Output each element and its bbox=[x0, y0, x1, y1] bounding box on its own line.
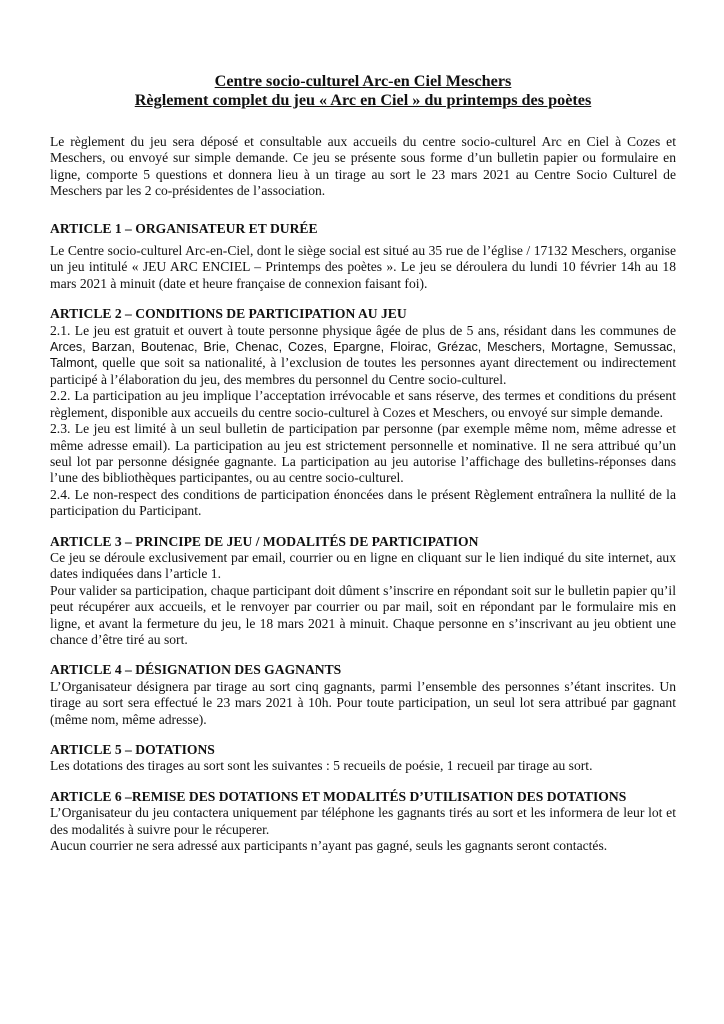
article-4 bbox=[50, 662, 676, 728]
article-2 bbox=[50, 306, 676, 519]
document-title-line-2: Règlement complet du jeu « Arc en Ciel » du printemps des poètes bbox=[134, 91, 592, 109]
intro-paragraph: Le règlement du jeu sera déposé et consultable aux accueils du centre socio-culturel Arc en Ciel à Cozes et Meschers, ou envoyé sur simple demande. Ce jeu se présente sous forme d’un bulletin papier ou formulaire en ligne, comporte 5 questions et donnera lieu à un tirage au sort le 23 mars 2021 au Centre Socio Culturel de Meschers par les 2 co-présidentes de l’association. bbox=[50, 134, 676, 199]
article-3-heading: ARTICLE 3 – PRINCIPE DE JEU / MODALITÉS DE PARTICIPATION bbox=[50, 533, 479, 549]
article-6-paragraph-1: L’Organisateur du jeu contactera uniquement par téléphone les gagnants tirés au sort et les informera de leur lot et des modalités à suivre pour le récuperer. bbox=[50, 805, 676, 837]
article-2-heading: ARTICLE 2 – CONDITIONS DE PARTICIPATION AU JEU bbox=[50, 306, 407, 322]
article-1-heading: ARTICLE 1 – ORGANISATEUR ET DURÉE bbox=[50, 220, 318, 236]
article-2-p1-end: , quelle que soit sa nationalité, à l’exclusion de toutes les personnes ayant directement ou indirectement participé à l’élaboration du jeu, des membres du personnel du Centre socio-culturel. bbox=[50, 355, 676, 387]
document-page bbox=[50, 72, 676, 854]
article-6-heading: ARTICLE 6 –REMISE DES DOTATIONS ET MODALITÉS D’UTILISATION DES DOTATIONS bbox=[50, 788, 627, 804]
article-5 bbox=[50, 742, 676, 775]
article-2-communes-list: Arces, Barzan, Boutenac, Brie, Chenac, Cozes, Epargne, Floirac, Grézac, Meschers, Mortagne, Semussac, Talmont bbox=[50, 340, 676, 371]
article-4-text: L’Organisateur désignera par tirage au sort cinq gagnants, parmi l’ensemble des personnes s’étant inscrites. Un tirage au sort sera effectué le 23 mars 2021 à 10h. Pour toute participation, un seul lot sera attribué par gagnant (même nom, même adresse). bbox=[50, 678, 676, 727]
article-2-p1-start: 2.1. Le jeu est gratuit et ouvert à toute personne physique âgée de plus de 5 ans, résidant dans les communes de bbox=[50, 322, 676, 338]
article-3 bbox=[50, 534, 676, 649]
article-2-paragraph-4: 2.4. Le non-respect des conditions de participation énoncées dans le présent Règlement entraînera la nullité de la participation du Participant. bbox=[50, 486, 676, 519]
article-4-heading: ARTICLE 4 – DÉSIGNATION DES GAGNANTS bbox=[50, 662, 342, 678]
document-title-line-1: Centre socio-culturel Arc-en Ciel Meschers bbox=[214, 72, 512, 90]
article-2-paragraph-2: 2.2. La participation au jeu implique l’acceptation irrévocable et sans réserve, des termes et conditions du présent règlement, disponible aux accueils du centre socio-culturel à Cozes et Meschers, ou envoyé sur simple demande. bbox=[50, 388, 676, 420]
article-2-paragraph-3: 2.3. Le jeu est limité à un seul bulletin de participation par personne (par exemple même nom, même adresse et même adresse email). La participation au jeu est strictement personnelle et nominative. Il ne sera attribué qu’un seul lot par personne désignée gagnante. La participation au jeu autorise l’affichage des bulletins-réponses dans l’une des bibliothèques participantes, ou au centre socio-culturel. bbox=[50, 421, 676, 486]
article-6-paragraph-2: Aucun courrier ne sera adressé aux participants n’ayant pas gagné, seuls les gagnants seront contactés. bbox=[50, 838, 608, 854]
article-1 bbox=[50, 221, 676, 293]
article-2-paragraph-1 bbox=[50, 323, 676, 389]
article-6 bbox=[50, 789, 676, 855]
article-3-paragraph-1: Ce jeu se déroule exclusivement par email, courrier ou en ligne en cliquant sur le lien indiqué du site internet, aux dates indiquées dans l’article 1. bbox=[50, 549, 676, 582]
article-5-text: Les dotations des tirages au sort sont les suivantes : 5 recueils de poésie, 1 recueil par tirage au sort. bbox=[50, 758, 593, 774]
article-5-heading: ARTICLE 5 – DOTATIONS bbox=[50, 742, 215, 757]
article-3-paragraph-2: Pour valider sa participation, chaque participant doit dûment s’inscrire en répondant soit sur le bulletin papier qu’il peut récupérer aux accueils, et le renvoyer par courrier ou par mail, soit en répondant par le formulaire mis en ligne, et avant la fermeture du jeu, le 18 mars 2021 à minuit. Chaque personne en s’inscrivant au jeu obtient une chance d’être tiré au sort. bbox=[50, 582, 676, 647]
article-1-text: Le Centre socio-culturel Arc-en-Ciel, dont le siège social est situé au 35 rue de l’église / 17132 Meschers, organise un jeu intitulé « JEU ARC ENCIEL – Printemps des poètes ». Le jeu se déroulera du lundi 10 février 14h au 18 mars 2021 à minuit (date et heure française de connexion faisant foi). bbox=[50, 243, 676, 291]
